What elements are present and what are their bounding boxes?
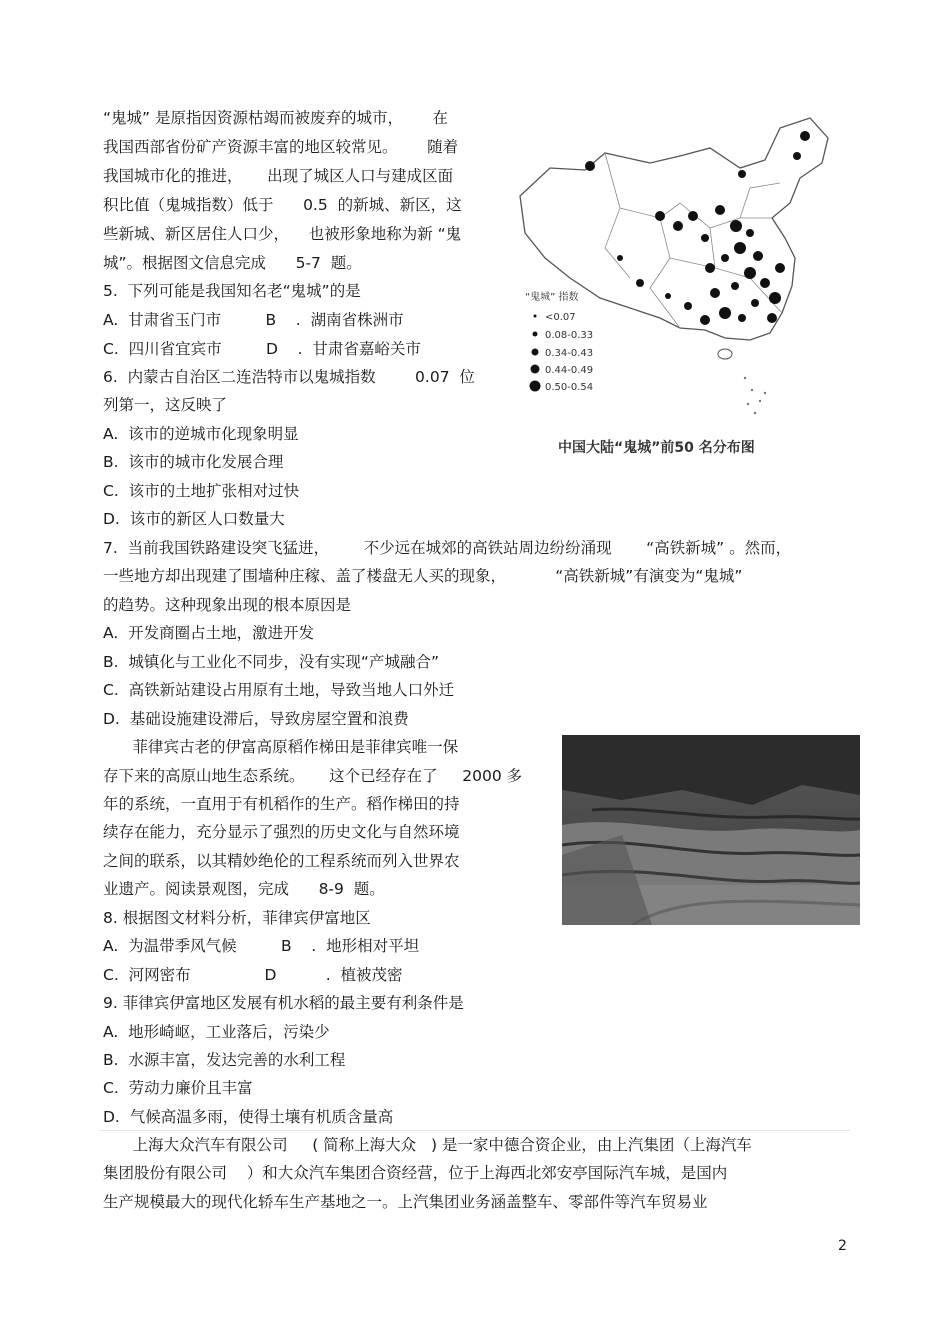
section-divider	[100, 1130, 850, 1131]
passage1-line-3: 我国城市化的推进， 出现了城区人口与建成区面	[103, 167, 454, 185]
passage3-line-2: 集团股份有限公司 ）和大众汽车集团合资经营，位于上海西北郊安亭国际汽车城，是国内	[103, 1164, 728, 1182]
q7-stem-line-1: 7. 当前我国铁路建设突飞猛进， 不少远在城郊的高铁站周边纷纷涌现 “高铁新城” 。然而，	[103, 539, 792, 557]
q9-option-a: A. 地形崎岖，工业落后，污染少	[103, 1023, 330, 1041]
china-map-svg	[510, 108, 840, 468]
q9-option-d: D. 气候高温多雨，使得土壤有机质含量高	[103, 1108, 394, 1126]
legend-dot-1	[534, 315, 537, 318]
q6-option-c: C. 该市的土地扩张相对过快	[103, 482, 300, 500]
q7-option-a: A. 开发商圈占土地，激进开发	[103, 624, 315, 642]
passage2-line-2: 存下来的高原山地生态系统。 这个已经存在了 2000 多	[103, 767, 523, 785]
passage2-line-6: 业遗产。阅读景观图，完成 8-9 题。	[103, 880, 385, 898]
passage2-line-1: 菲律宾古老的伊富高原稻作梯田是菲律宾唯一保	[103, 738, 459, 756]
passage1-line-2: 我国西部省份矿产资源丰富的地区较常见。 随着	[103, 138, 459, 156]
q6-stem-line-2: 列第一，这反映了	[103, 396, 228, 414]
legend-dot-3	[532, 349, 539, 356]
q5-options-row-1: A. 甘肃省玉门市 B . 湖南省株洲市	[103, 311, 404, 329]
passage3-line-3: 生产规模最大的现代化轿车生产基地之一。上汽集团业务涵盖整车、零部件等汽车贸易业	[103, 1193, 708, 1211]
rice-terrace-photo	[562, 735, 860, 925]
q7-stem-line-3: 的趋势。这种现象出现的根本原因是	[103, 596, 352, 614]
page-number: 2	[838, 1238, 847, 1254]
q8-stem: 8. 根据图文材料分析，菲律宾伊富地区	[103, 909, 371, 927]
passage3-line-1: 上海大众汽车有限公司 ( 简称上海大众 ) 是一家中德合资企业，由上汽集团（上海汽车	[103, 1136, 752, 1154]
map-legend-item-5: 0.50-0.54	[545, 382, 594, 393]
q9-stem: 9. 菲律宾伊富地区发展有机水稻的最主要有利条件是	[103, 994, 464, 1012]
q5-options-row-2: C. 四川省宜宾市 D . 甘肃省嘉峪关市	[103, 340, 421, 358]
map-legend-item-2: 0.08-0.33	[545, 330, 594, 341]
legend-dot-2	[533, 332, 538, 337]
q9-option-b: B. 水源丰富，发达完善的水利工程	[103, 1051, 346, 1069]
map-legend-item-3: 0.34-0.43	[545, 348, 594, 359]
legend-dot-4	[531, 365, 540, 374]
ghost-city-map-figure	[510, 108, 840, 468]
passage1-line-4: 积比值（鬼城指数）低于 0.5 的新城、新区，这	[103, 196, 462, 214]
passage2-line-4: 续存在能力，充分显示了强烈的历史文化与自然环境	[103, 823, 460, 841]
q7-option-d: D. 基础设施建设滞后，导致房屋空置和浪费	[103, 710, 409, 728]
q6-option-b: B. 该市的城市化发展合理	[103, 453, 284, 471]
rice-terrace-illustration	[562, 735, 860, 925]
map-legend-item-1: <0.07	[545, 312, 576, 323]
q6-option-d: D. 该市的新区人口数量大	[103, 510, 285, 528]
q9-option-c: C. 劳动力廉价且丰富	[103, 1079, 253, 1097]
map-caption: 中国大陆“鬼城”前50 名分布图	[558, 440, 755, 456]
q7-option-c: C. 高铁新站建设占用原有土地，导致当地人口外迁	[103, 681, 455, 699]
q8-options-row-2: C. 河网密布 D . 植被茂密	[103, 966, 403, 984]
q7-option-b: B. 城镇化与工业化不同步，没有实现“产城融合”	[103, 653, 439, 671]
q5-stem: 5. 下列可能是我国知名老“鬼城”的是	[103, 282, 361, 300]
hainan-island	[718, 349, 732, 359]
passage1-line-5: 些新城、新区居住人口少， 也被形象地称为新 “鬼	[103, 225, 462, 243]
legend-dot-5	[530, 381, 541, 392]
passage1-line-1: “鬼城” 是原指因资源枯竭而被废弃的城市， 在	[103, 109, 449, 127]
q6-stem-line-1: 6. 内蒙古自治区二连浩特市以鬼城指数 0.07 位	[103, 368, 475, 386]
passage1-line-6: 城”。根据图文信息完成 5-7 题。	[103, 254, 362, 272]
south-sea-islands	[744, 377, 766, 414]
passage2-line-3: 年的系统，一直用于有机稻作的生产。稻作梯田的持	[103, 795, 460, 813]
map-legend-item-4: 0.44-0.49	[545, 365, 594, 376]
q7-stem-line-2: 一些地方却出现建了围墙种庄稼、盖了楼盘无人买的现象， “高铁新城”有演变为“鬼城”	[103, 567, 743, 585]
passage2-line-5: 之间的联系，以其精妙绝伦的工程系统而列入世界农	[103, 852, 460, 870]
q8-options-row-1: A. 为温带季风气候 B . 地形相对平坦	[103, 937, 420, 955]
map-legend-title: “鬼城” 指数	[525, 292, 579, 303]
q6-option-a: A. 该市的逆城市化现象明显	[103, 425, 299, 443]
